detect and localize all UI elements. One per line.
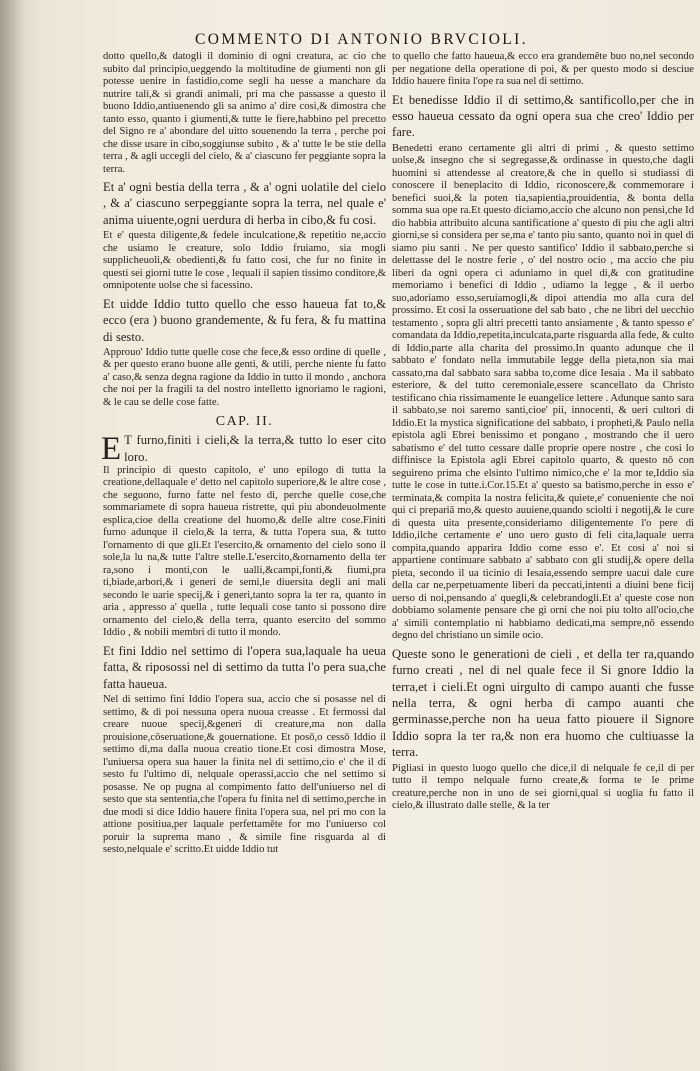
chapter-heading: CAP. II.: [215, 414, 274, 430]
scripture-verse: Et fini Iddio nel settimo di l'opera sua,laquale ha ueua fatta, & riposossi nel di settimo da tutta l'o pera sua,che fatta haueua.: [103, 643, 386, 691]
scripture-verse: Et a' ogni bestia della terra , & a' ogni uolatile del cielo , & a' ciascuno serpeggiante sopra la terra, nel quale e' anima uiuente,ogni uerdura di herba in cibo,& fu cosi.: [103, 180, 386, 227]
scripture-verse: Queste sono le generationi de cieli , et della ter ra,quando furno creati , nel di nel quale fece il Si gnore Iddio la terra,et i cieli.Et ogni uirgulto di campo auanti che fusse nella terra, & ogni herba di campo auanti che germinasse,perche non ha ueua fatto piouere il Signore Iddio sopra la ter ra,& non era huomo che cultiuasse la terra.: [392, 646, 694, 760]
chapter-opening-text: T furno,finiti i cieli,& la terra,& tutto lo eser cito loro.: [124, 433, 386, 464]
paragraph: Pigliasi in questo luogo quello che dice,il di nelquale fe ce,il di per tutto il tempo nelquale furno create,& forma te le prime creature,perche non in uno de sei giorni,qual si uoglia fu fatto il cielo,& illustrato dalle stelle, & la ter: [392, 762, 694, 812]
paragraph: dotto quello,& datogli il dominio di ogni creatura, ac cio che subito dal principio,ueggendo la moltitudine de giumenti non gli potesse uenire in fastidio,come segli ha uesse a manchare da nutrire tali,& si grandi animali, pri ma che passasse a questo il buono Iddio,antiuenendo gli sa animo a' dire cosi,& dimostra che tanto esso, quanto i giumenti,& tutte le fiere,habbino pel precetto del Signo re a' abondare del uitto souenendo la terra , perche poi che disse usare in cibo,soggiunse subito , & a' tutte le be stie della terra , & agli uccegli del cielo, & a' ciascuno fer peggiante sopra la terra.: [103, 51, 386, 175]
left-column: [103, 51, 386, 857]
scripture-verse: Et uidde Iddio tutto quello che esso haueua fat to,& ecco (era ) buono grandemente, & fu fera, & fu mattina di sesto.: [103, 296, 386, 344]
right-column: [392, 51, 694, 813]
paragraph: to quello che fatto haueua,& ecco era grandemēte buo no,nel secondo per negatione della operatione di poi, & per questo modo si desciue Iddio hauere finita l'ope ra sua nel di settimo.: [392, 51, 694, 87]
paragraph: Approuo' Iddio tutte quelle cose che fece,& esso ordine di quelle , & per questo erano buone alle genti, & utili, perche niente fu fatto a' caso,& senza degna ragione da Iddio in tutto il mondo , anchora che noi per la fragili ta del nostro intelletto ignoriamo le ragioni, & le cau se delle cose fatte.: [103, 346, 386, 408]
paragraph: Benedetti erano certamente gli altri di primi , & questo settimo uolse,& insegno che si segregasse,& ordinasse in questo,che dagli huomini si attendesse al creatore,& che in quello si studiassi di conoscere il beneplacito di Iddio, riconoscere,& commemorare i benefici suoi,& la poten tia,sapientia,prouidentia, & bonta della somma sua ope ra.Et questo diciamo,accio che alcuno non pensi,che Id dio habbia attribuito alcuna santificatione a' questo di piu che agli altri giorni,se si considera per se,ma e' tanto piu santo, quanto noi in quel di siamo piu santi . Ne per questo santifico' Iddio il sabbato,perche si delettasse del le nostre ferie , o' del nostro ocio , ma accio che piu liberi da ogni opera ci aduniamo in quel di,& con gratitudine memoriamo i benefici di Iddio , udiamo la legge , & il uerbo suo,adoriamo esso,seruiamogli,& dipoi attendia mo alla cura del prossimo. Et cosi la osseruatione del sab bato , che ne libri del uecchio testamento , sopra gli altri precetti tanto ansiamente , & tanto spesso e' comandata da Iddio,repetita,inculcata,parte risguarda alla fede, & culto di Iddio,parte alla charita del prossimo.In quanto adunque che il sabbato e' fondato nella immutabile legge della pieta,non sia mai cassato,ma dal sabbato sara sabba to,come dice Iesaia . Ma il sabbato esteriore, & del tutto ceremoniale,essere scancellato da Christo testificano chia rissimamente le euangelice lettere . Adunque santo sara il sabbato,se noi saremo santi,cioe' pii, innocenti, & ueri cultori di Iddio.Et la mystica significatione del sabbato, i propheti,& Paulo nella epistola agli Ebrei benissimo et pongano , mostrando che il uero sabatismo e' del tutto cessare dalle proprie opere nostre , che cosi lo diffinisce la Epistola agli Ebrei capitolo quarto, & questo nō con seguireno prima che elsinto l'ultimo nimico,che e' la mor te,Iddio sia tutte le cose in tutte.i.Cor.15.Et a' questo sa batismo,perche in esso e' terminata,& compita la nostra felicita,& quiete,e' conueniente che noi qui ci prepariā mo,& questo auuiene,quando sciolti i negotij,& le cure di questa uita presente,consideriamo diligentemente l'o pere di Iddio,ilche certamente e' uno uero gusto di feli cita,laquale uerra compita,quando apparira Iddio come esso e'. Et cosi a' noi si appartiene continuare sabbato a' sabbato con gli studij,& opere della pieta, secondo il ua ticinio di Iesaia,essendo sempre uacui dale cure della car ne,perpetuamente liberi da peccati,intenti a diuini bene ficij uerso di noi,pensando a' quegli,& celebrandogli.Et a' queste cose non dobbiamo solamente pensare che gi orni che noi piu tolto all'ocio,che a' simili contemplatio ni habbiamo dedicati,ma sempre,nō essendo degno del christiano un simile ocio.: [392, 142, 694, 642]
scripture-verse: Et benedisse Iddio il di settimo,& santificollo,per che in esso haueua cessato da ogni opera sua che creo' Iddio per fare.: [392, 92, 694, 140]
paragraph: Nel di settimo fini Iddio l'opera sua, accio che si posasse nel di settimo, & di poi nessuna opera nuoua creasse . Et fermossi dal creare nuoue specij,&generi di creature,ma non dalla prouisione,cōseruatione,& gouernatione. Et posō,o cessō Iddio il settimo di,ma dalla nuoua creatio tione.Et cosi dimostra Mose, l'uniuersa opera sua hauer la finita nel di settimo,cio e' che il di sesto fu l'ultimo di, nelquale operassi,accio che nel settimo si posasse. Ne op pugna al compimento fatto dell'uniuerso nel di sesto que sta sententia,che l'opera fu finita nel di settimo,perche in due modi si dice Iddio hauere finita l'opera sua, nel pri mo con la attione positiua,per laquale perfettamēte for mo l'uniuerso col poruir la suprema mano , & simile fine risguarda al di sesto,nelquale e' scritto.Et uidde Iddio tut: [103, 694, 386, 856]
running-head: COMMENTO DI ANTONIO BRVCIOLI.: [195, 31, 529, 48]
paragraph: Et e' questa diligente,& fedele inculcatione,& repetitio ne,accio che usiamo le creature, solo Iddio fruiamo, sia mogli supplicheuoli,& obedienti,& fu fatto cosi, che fur no finite in questi sei giorni tutte le cose , lequali il sapien tissimo conditore,& omnipotente uolse che si facessino.: [103, 230, 386, 292]
paragraph: Il principio di questo capitolo, e' uno epilogo di tutta la creatione,dellaquale e' detto nel capitolo superiore,& le altre cose , che seguono, furno fatte nel festo di, perche quelle cose,che sommariamete di sopra haueua ristrette, qui piu abondeuolmente esplica,cioe della creatione del huomo,& delle altre cose.Finiti furno adunque il cielo,& la terra, & tutta l'opera sua, & tutto l'ornamento di que gli.Et l'esercito,& ornamento del cielo sono il sole,la lu na,& tutte l'altre stelle.L'esercito,&ornamento della ter ra,sono i monti,con le ualli,&campi,fonti,& fiumi,pra ti,biade,arbori,& i generi de semi,le diuersita degli ani mali secondo le uarie specij,& i generi,tanto sopra la ter ra, quanto in aria , appresso a' quella , tutte lequali cose tanto si possono dire ornamento del cielo,& della terra, quanto esercito del sommo Iddio , & nobili membri di tutto il mondo.: [103, 464, 386, 639]
chapter-opening: [101, 431, 386, 468]
drop-cap: E: [101, 431, 122, 468]
